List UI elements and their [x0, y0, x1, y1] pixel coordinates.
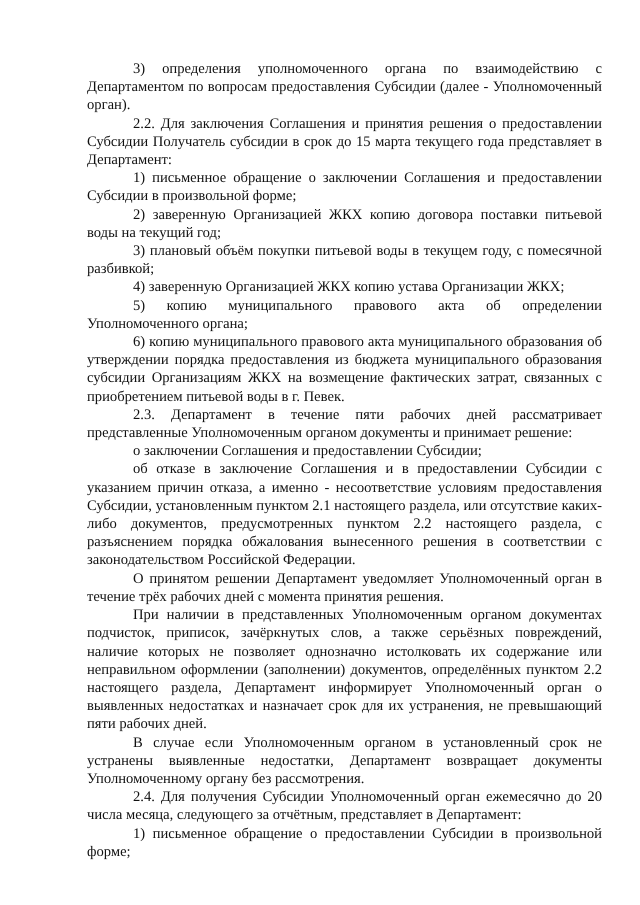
paragraph-2-4: 2.4. Для получения Субсидии Уполномоченный орган ежемесячно до 20 числа месяца, следующего за отчётным, представляет в Департамент:: [87, 789, 602, 824]
list-item-6-municipal-act-procedure: 6) копию муниципального правового акта муниципального образования об утверждении порядка предоставления из бюджета муниципального образования субсидии Организациям ЖКХ на возмещение фактических затрат, связанных с приобретением питьевой воды в г. Певек.: [87, 334, 602, 405]
paragraph-notification: О принятом решении Департамент уведомляет Уполномоченный орган в течение трёх рабочих дней с момента принятия решения.: [87, 570, 602, 605]
list-item-2-supply-contract: 2) заверенную Организацией ЖКХ копию договора поставки питьевой воды на текущий год;: [87, 206, 602, 241]
list-item-1-subsidy-application: 1) письменное обращение о предоставлении Субсидии в произвольной форме;: [87, 825, 602, 860]
list-item-1-application: 1) письменное обращение о заключении Соглашения и предоставлении Субсидии в произвольной форме;: [87, 170, 602, 205]
decision-option-approve: о заключении Соглашения и предоставлении Субсидии;: [133, 443, 482, 460]
paragraph-deficiencies: При наличии в представленных Уполномоченным органом документах подчисток, приписок, зачёркнутых слов, а также серьёзных повреждений, наличие которых не позволяет однозначно истолковать их содержание или неправильном оформлении (заполнении) документов, определённых пунктом 2.2 настоящего раздела, Департамент информирует Уполномоченный орган о выявленных недостатках и назначает срок для их устранения, не превышающий пяти рабочих дней.: [87, 607, 602, 733]
paragraph-return-documents: В случае если Уполномоченным органом в установленный срок не устранены выявленные недостатки, Департамент возвращает документы Уполномоченному органу без рассмотрения.: [87, 734, 602, 787]
paragraph-2-2: 2.2. Для заключения Соглашения и принятия решения о предоставлении Субсидии Получатель субсидии в срок до 15 марта текущего года представляет в Департамент:: [87, 115, 602, 169]
document-page: [87, 60, 602, 861]
list-item-3-planned-volume: 3) плановый объём покупки питьевой воды в текущем году, с помесячной разбивкой;: [87, 243, 602, 278]
paragraph-2-3: 2.3. Департамент в течение пяти рабочих дней рассматривает представленные Уполномоченным органом документы и принимает решение:: [87, 406, 602, 442]
list-item-4-charter: 4) заверенную Организацией ЖКХ копию устава Организации ЖКХ;: [133, 279, 565, 296]
list-item-5-municipal-act: 5) копию муниципального правового акта об определении Уполномоченного органа;: [87, 297, 602, 332]
paragraph-item-3-authorized-body: 3) определения уполномоченного органа по взаимодействию с Департаментом по вопросам предоставления Субсидии (далее - Уполномоченный орган).: [87, 61, 602, 114]
decision-option-refuse: об отказе в заключение Соглашения и в предоставлении Субсидии с указанием причин отказа, а именно - несоответствие условиям предоставления Субсидии, установленным пунктом 2.1 настоящего раздела, или отсутствие каких-либо документов, предусмотренных пунктом 2.2 настоящего раздела, с разъяснением порядка обжалования вынесенного решения в соответствии с законодательством Российской Федерации.: [87, 461, 602, 569]
